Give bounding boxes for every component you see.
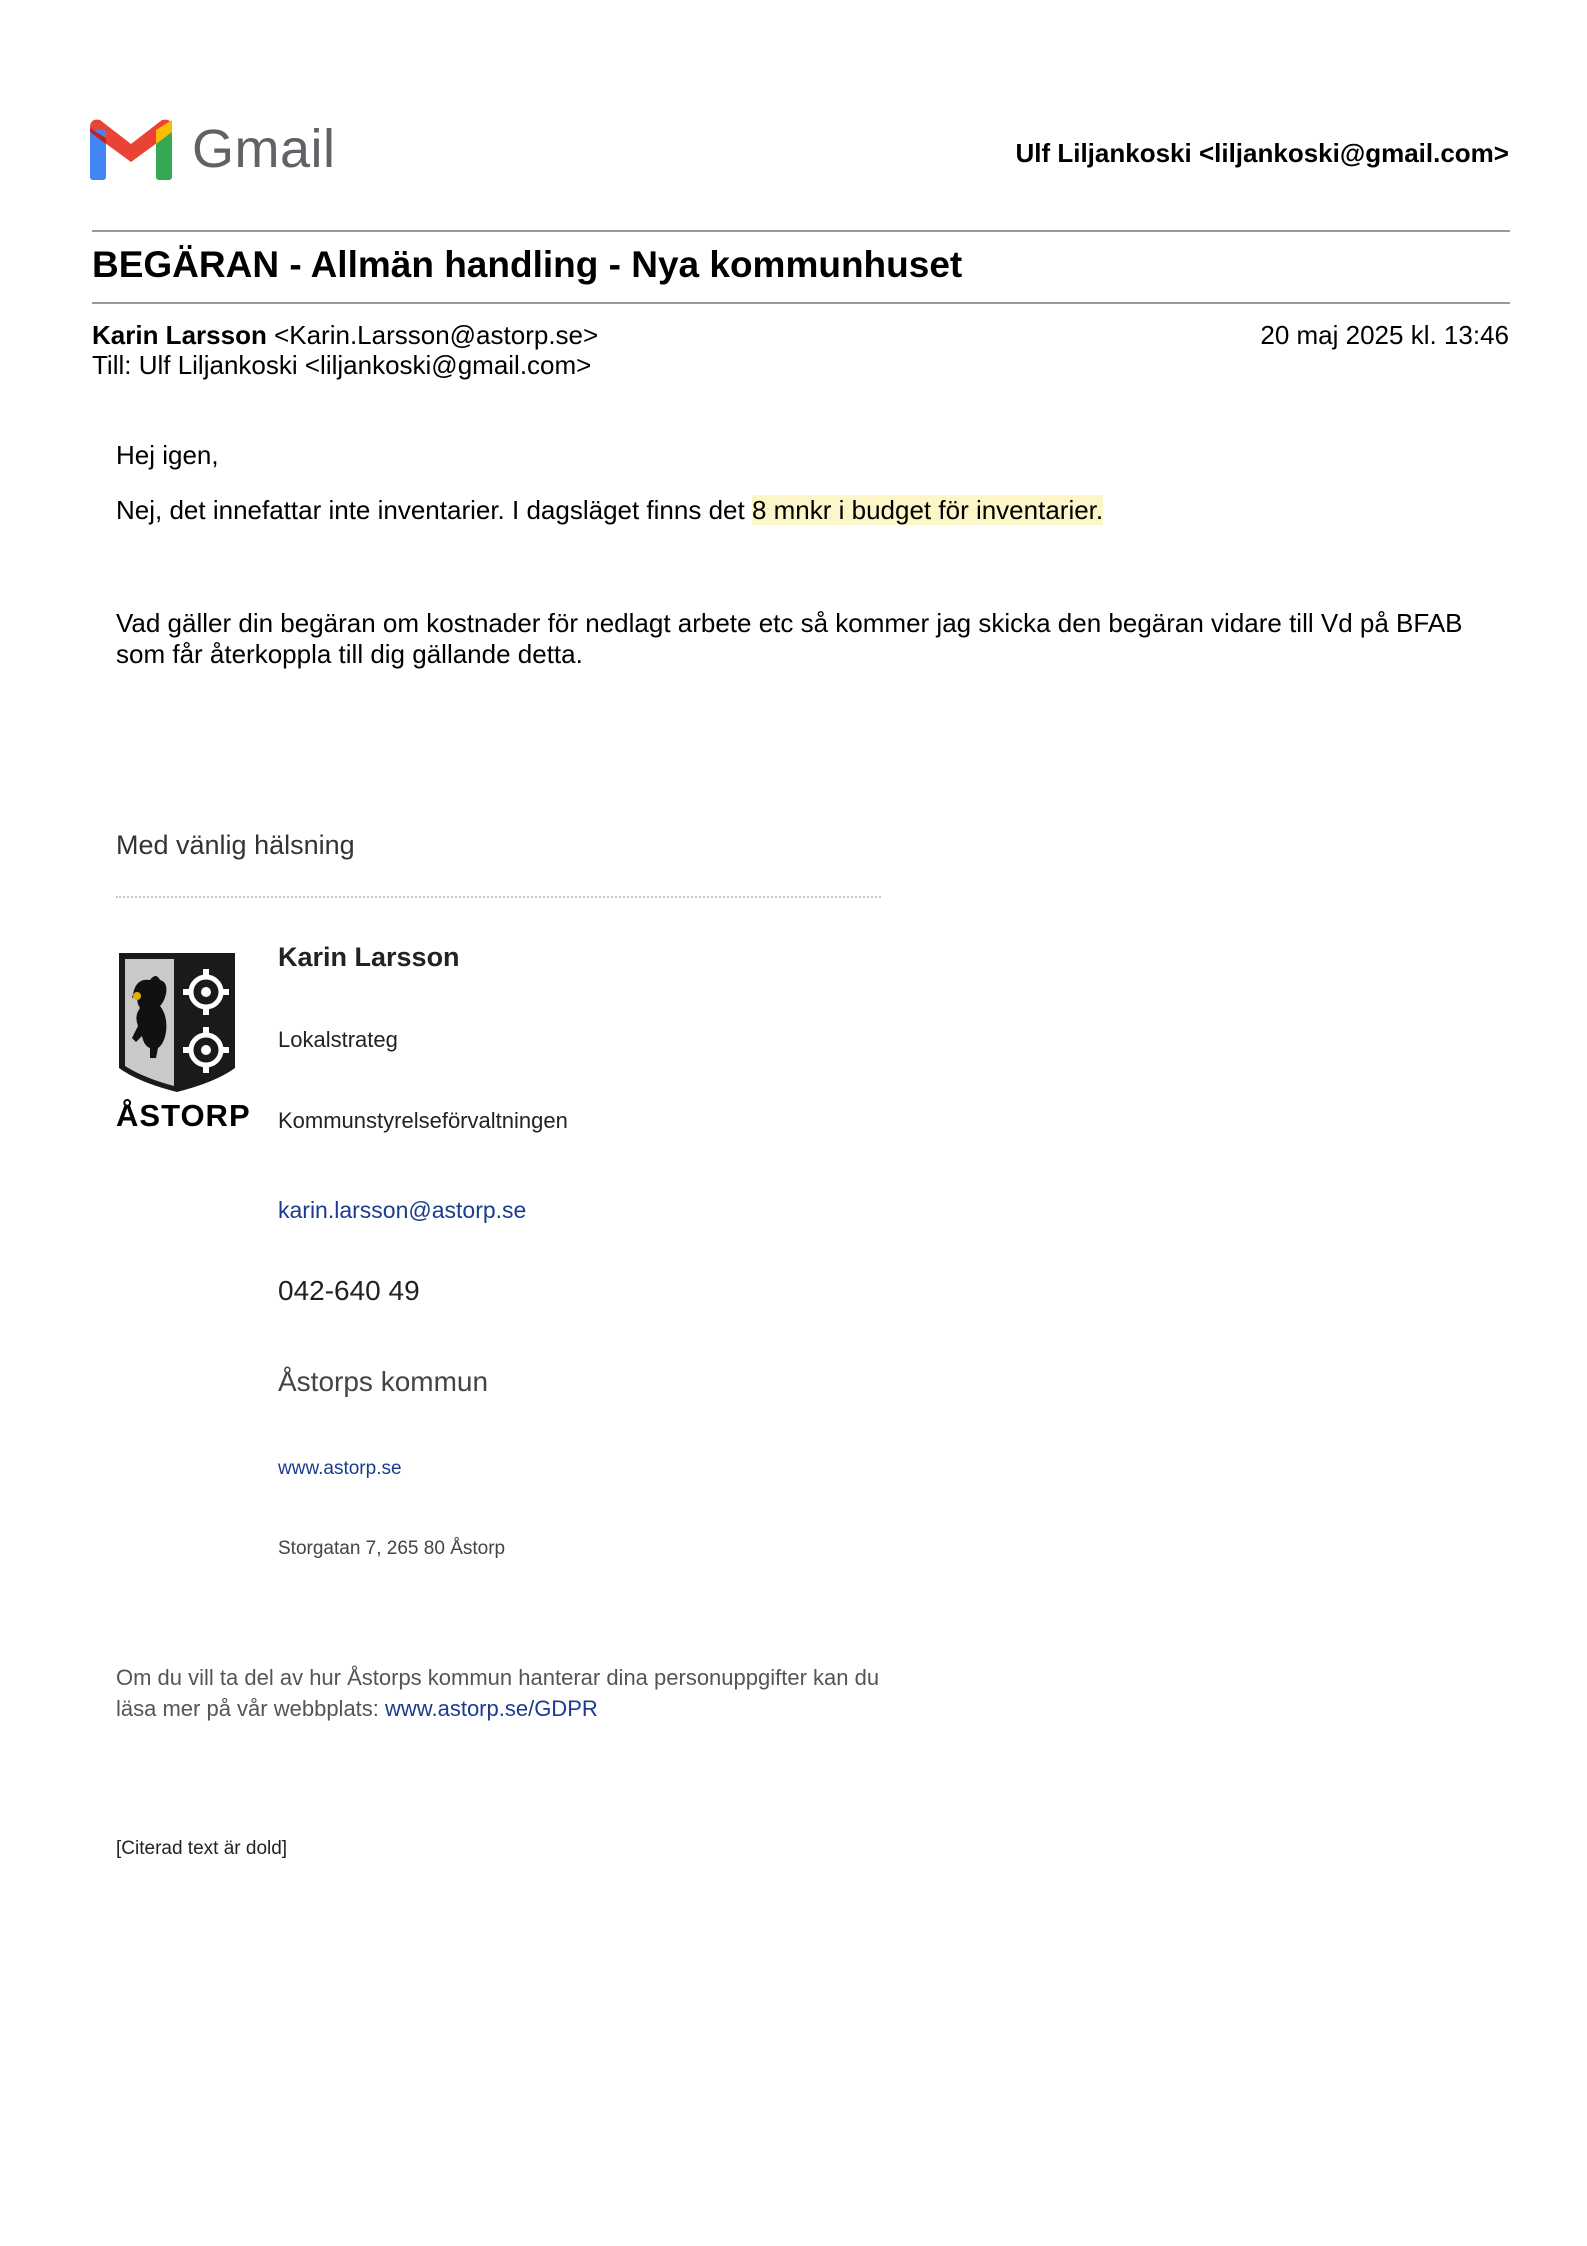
signature-name: Karin Larsson	[278, 942, 460, 972]
signature-phone: 042-640 49	[278, 1275, 420, 1306]
gmail-m-icon	[90, 118, 172, 180]
signature-title: Lokalstrateg	[278, 1027, 398, 1052]
message-paragraph-2: Vad gäller din begäran om kostnader för nedlagt arbete etc så kommer jag skicka den begäran vidare till Vd på BFAB som får återkoppla till dig gällande detta.	[116, 608, 1463, 669]
message-from	[92, 320, 598, 351]
message-date: 20 maj 2025 kl. 13:46	[1260, 320, 1509, 350]
paragraph-1-text: Nej, det innefattar inte inventarier. I dagsläget finns det	[116, 495, 752, 525]
thread-subject: BEGÄRAN - Allmän handling - Nya kommunhuset	[92, 244, 963, 285]
message-closing: Med vänlig hälsning	[116, 830, 355, 860]
subject-divider	[92, 302, 1510, 304]
signature-email-link[interactable]: karin.larsson@astorp.se	[278, 1197, 527, 1223]
highlighted-text: 8 mnkr i budget för inventarier.	[751, 495, 1104, 525]
header-divider	[92, 230, 1510, 232]
signature-department: Kommunstyrelseförvaltningen	[278, 1108, 568, 1133]
message-recipients: Till: Ulf Liljankoski <liljankoski@gmail.com>	[92, 350, 592, 380]
signature-address: Storgatan 7, 265 80 Åstorp	[278, 1538, 506, 1559]
signature-organization: Åstorps kommun	[278, 1366, 489, 1397]
sender-name: Karin Larsson	[92, 320, 267, 350]
gdpr-link[interactable]: www.astorp.se/GDPR	[385, 1696, 598, 1721]
gmail-wordmark: Gmail	[192, 119, 336, 179]
sender-email: <Karin.Larsson@astorp.se>	[274, 320, 599, 350]
signature-website-link[interactable]: www.astorp.se	[278, 1458, 402, 1479]
message-paragraph-1	[116, 495, 1103, 526]
message-greeting: Hej igen,	[116, 440, 219, 470]
astorp-logo-label: ÅSTORP	[116, 1098, 251, 1133]
quoted-text-toggle[interactable]: [Citerad text är dold]	[116, 1838, 288, 1859]
astorp-coat-of-arms-icon	[116, 950, 238, 1100]
account-label: Ulf Liljankoski <liljankoski@gmail.com>	[1015, 138, 1509, 168]
gdpr-text: Om du vill ta del av hur Åstorps kommun hanterar dina personuppgifter kan du läsa mer på vår webbplats:	[116, 1665, 880, 1721]
signature-divider	[116, 896, 881, 898]
gmail-logo[interactable]	[90, 118, 336, 180]
gdpr-notice	[116, 1662, 916, 1724]
